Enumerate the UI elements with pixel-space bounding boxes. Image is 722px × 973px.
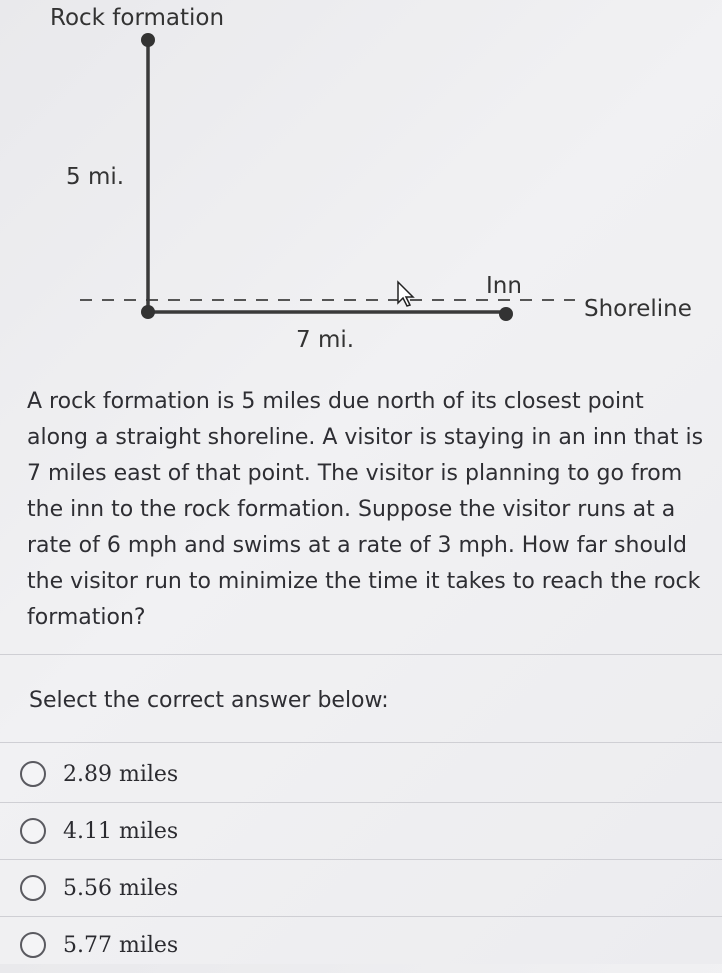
vertical-distance-label: 5 mi. <box>66 164 125 190</box>
radio-button[interactable] <box>20 932 46 958</box>
horizontal-distance-label: 7 mi. <box>296 327 355 353</box>
cursor-icon <box>398 282 413 306</box>
problem-text: A rock formation is 5 miles due north of its closest point along a straight shoreline. A visitor is staying in an inn that is 7 miles east of that point. The visitor is planning to go from the inn to the rock formation. Suppose the visitor runs at a rate of 6 mph and swims at a rate of 3 mph. How far should the visitor run to minimize the time it takes to reach the rock formation? <box>27 389 704 630</box>
rock-point <box>141 33 155 47</box>
inn-label: Inn <box>486 273 522 299</box>
answer-prompt: Select the correct answer below: <box>29 688 389 713</box>
option-label: 4.11 miles <box>63 818 179 844</box>
answer-option[interactable] <box>0 746 722 802</box>
rock-formation-label: Rock formation <box>50 5 225 31</box>
option-label: 5.56 miles <box>63 875 179 901</box>
answer-option[interactable] <box>0 860 722 916</box>
shoreline-label: Shoreline <box>584 296 692 322</box>
option-label: 5.77 miles <box>63 932 179 958</box>
option-label: 2.89 miles <box>63 761 179 787</box>
radio-button[interactable] <box>20 818 46 844</box>
radio-button[interactable] <box>20 761 46 787</box>
answer-option[interactable] <box>0 917 722 973</box>
radio-button[interactable] <box>20 875 46 901</box>
closest-point <box>141 305 155 319</box>
separator-options <box>0 742 722 743</box>
answer-option[interactable] <box>0 803 722 859</box>
separator-top <box>0 654 722 655</box>
inn-point <box>499 307 513 321</box>
diagram <box>0 0 722 370</box>
